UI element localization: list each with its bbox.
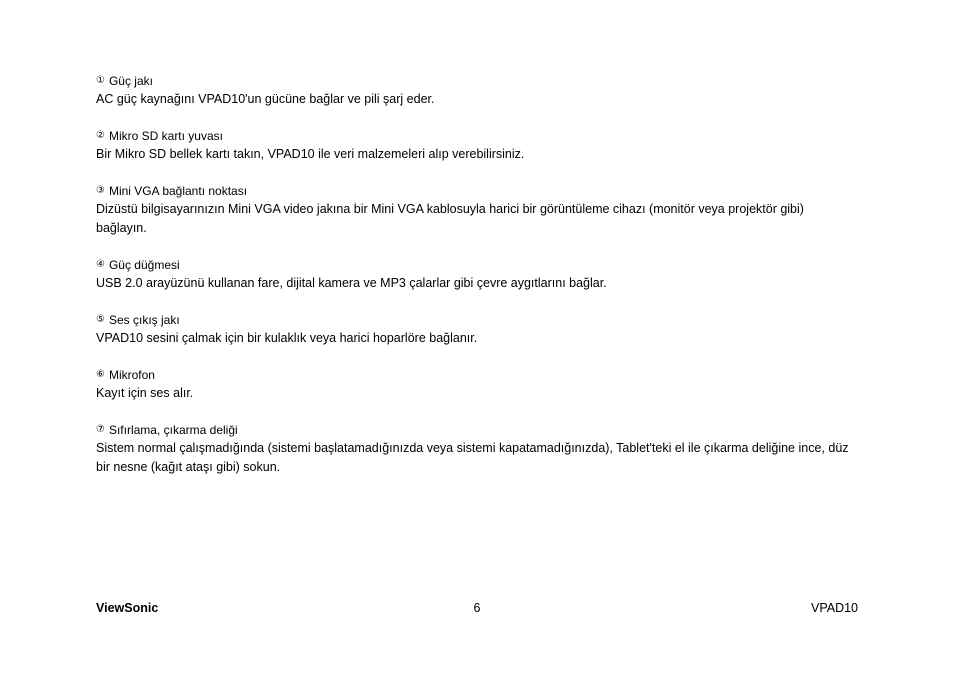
section-number: ①	[96, 75, 105, 86]
section-description: Sistem normal çalışmadığında (sistemi başlatamadığınızda veya sistemi kapatamadığınızda), Tablet'teki el ile çıkarma deliğine ince, düz bir nesne (kağıt ataşı gibi) sokun.	[96, 441, 849, 474]
section-number: ②	[96, 130, 105, 141]
section-number: ③	[96, 185, 105, 196]
footer-brand: ViewSonic	[96, 601, 159, 615]
section-heading	[96, 256, 856, 274]
section-description: Kayıt için ses alır.	[96, 386, 194, 400]
section-audio-out-jack	[96, 311, 856, 348]
section-reset-hole	[96, 421, 856, 477]
document-body	[96, 72, 856, 495]
section-heading	[96, 182, 856, 200]
footer-page-number: 6	[473, 601, 481, 615]
section-microphone	[96, 366, 856, 403]
section-number: ⑦	[96, 424, 105, 435]
section-heading	[96, 311, 856, 329]
section-power-button	[96, 256, 856, 293]
section-description: USB 2.0 arayüzünü kullanan fare, dijital kamera ve MP3 çalarlar gibi çevre aygıtlarını bağlar.	[96, 276, 607, 290]
section-description: Bir Mikro SD bellek kartı takın, VPAD10 ile veri malzemeleri alıp verebilirsiniz.	[96, 147, 525, 161]
section-heading	[96, 421, 856, 439]
section-description: Dizüstü bilgisayarınızın Mini VGA video jakına bir Mini VGA kablosuyla harici bir görüntüleme cihazı (monitör veya projektör gibi) bağlayın.	[96, 202, 804, 235]
section-title: Güç düğmesi	[108, 258, 180, 272]
section-number: ⑥	[96, 369, 105, 380]
section-title: Ses çıkış jakı	[108, 313, 180, 327]
section-title: Mikrofon	[108, 368, 155, 382]
page-footer	[96, 599, 858, 617]
section-title: Güç jakı	[108, 74, 153, 88]
section-heading	[96, 127, 856, 145]
section-number: ⑤	[96, 314, 105, 325]
section-number: ④	[96, 259, 105, 270]
section-power-jack	[96, 72, 856, 109]
section-micro-sd-slot	[96, 127, 856, 164]
section-title: Mini VGA bağlantı noktası	[108, 184, 248, 198]
section-description: VPAD10 sesini çalmak için bir kulaklık veya harici hoparlöre bağlanır.	[96, 331, 478, 345]
section-mini-vga-port	[96, 182, 856, 238]
section-title: Sıfırlama, çıkarma deliği	[108, 423, 238, 437]
section-description: AC güç kaynağını VPAD10'un gücüne bağlar ve pili şarj eder.	[96, 92, 435, 106]
footer-model: VPAD10	[810, 601, 858, 615]
section-heading	[96, 366, 856, 384]
section-title: Mikro SD kartı yuvası	[108, 129, 223, 143]
section-heading	[96, 72, 856, 90]
